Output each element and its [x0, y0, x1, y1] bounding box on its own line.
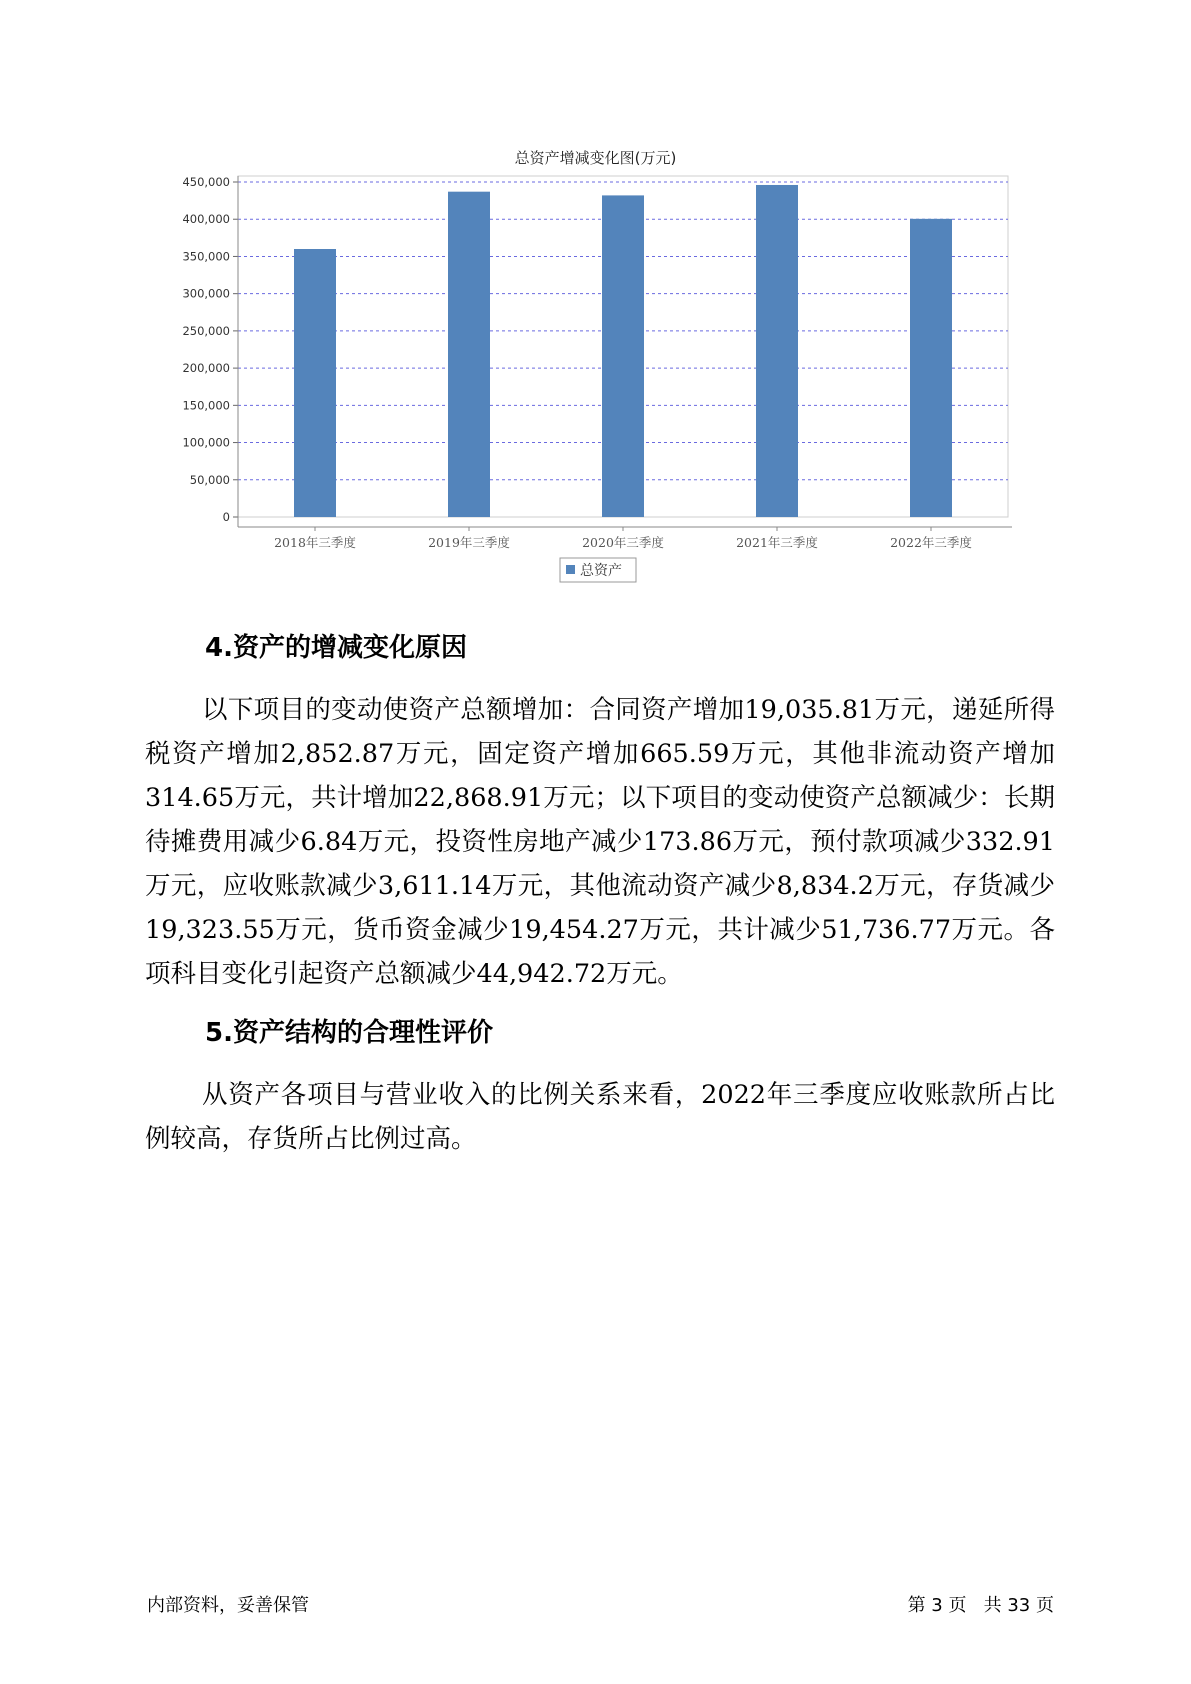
y-tick-label: 150,000 — [182, 398, 230, 413]
x-tick-label: 2022年三季度 — [890, 535, 972, 550]
y-tick-label: 300,000 — [182, 286, 230, 301]
x-tick-label: 2018年三季度 — [274, 535, 356, 550]
legend-swatch — [566, 565, 575, 574]
bar-2020 — [602, 195, 644, 517]
x-tick-label: 2019年三季度 — [428, 535, 510, 550]
y-tick-label: 100,000 — [182, 435, 230, 450]
chart-title: 总资产增减变化图(万元) — [514, 149, 677, 167]
paragraph-asset-structure-evaluation: 从资产各项目与营业收入的比例关系来看，2022年三季度应收账款所占比例较高，存货所占比例过高。 — [145, 1080, 1055, 1154]
y-tick-label: 50,000 — [189, 472, 230, 487]
bar-2018 — [294, 249, 336, 517]
y-tick-label: 400,000 — [182, 212, 230, 227]
legend-label: 总资产 — [580, 563, 622, 579]
total-assets-bar-chart — [0, 0, 1191, 600]
paragraph-asset-change-reasons: 以下项目的变动使资产总额增加：合同资产增加19,035.81万元，递延所得税资产增加2,852.87万元，固定资产增加665.59万元，其他非流动资产增加314.65万元，共计增加22,868.91万元；以下项目的变动使资产总额减少：长期待摊费用减少6.84万元，投资性房地产减少173.86万元，预付款项减少332.91万元，应收账款减少3,611.14万元，其他流动资产减少8,834.2万元，存货减少19,323.55万元，货币资金减少19,454.27万元，共计减少51,736.77万元。各项科目变化引起资产总额减少44,942.72万元。 — [145, 695, 1055, 989]
section-heading-asset-structure-evaluation: 5.资产结构的合理性评价 — [205, 1018, 493, 1048]
footer-page-number: 第 3 页 共 33 页 — [907, 1595, 1054, 1616]
footer-confidential-note: 内部资料，妥善保管 — [147, 1595, 309, 1616]
bar-2022 — [910, 219, 952, 517]
x-tick-label: 2021年三季度 — [736, 535, 818, 550]
bar-2021 — [756, 185, 798, 517]
y-tick-label: 250,000 — [182, 323, 230, 338]
y-tick-label: 450,000 — [182, 175, 230, 189]
x-tick-label: 2020年三季度 — [582, 535, 664, 550]
y-tick-label: 200,000 — [182, 361, 230, 376]
y-tick-label: 350,000 — [182, 249, 230, 264]
y-tick-label: 0 — [222, 510, 230, 524]
bar-2019 — [448, 192, 490, 517]
section-heading-asset-change-reasons: 4.资产的增减变化原因 — [205, 633, 467, 663]
